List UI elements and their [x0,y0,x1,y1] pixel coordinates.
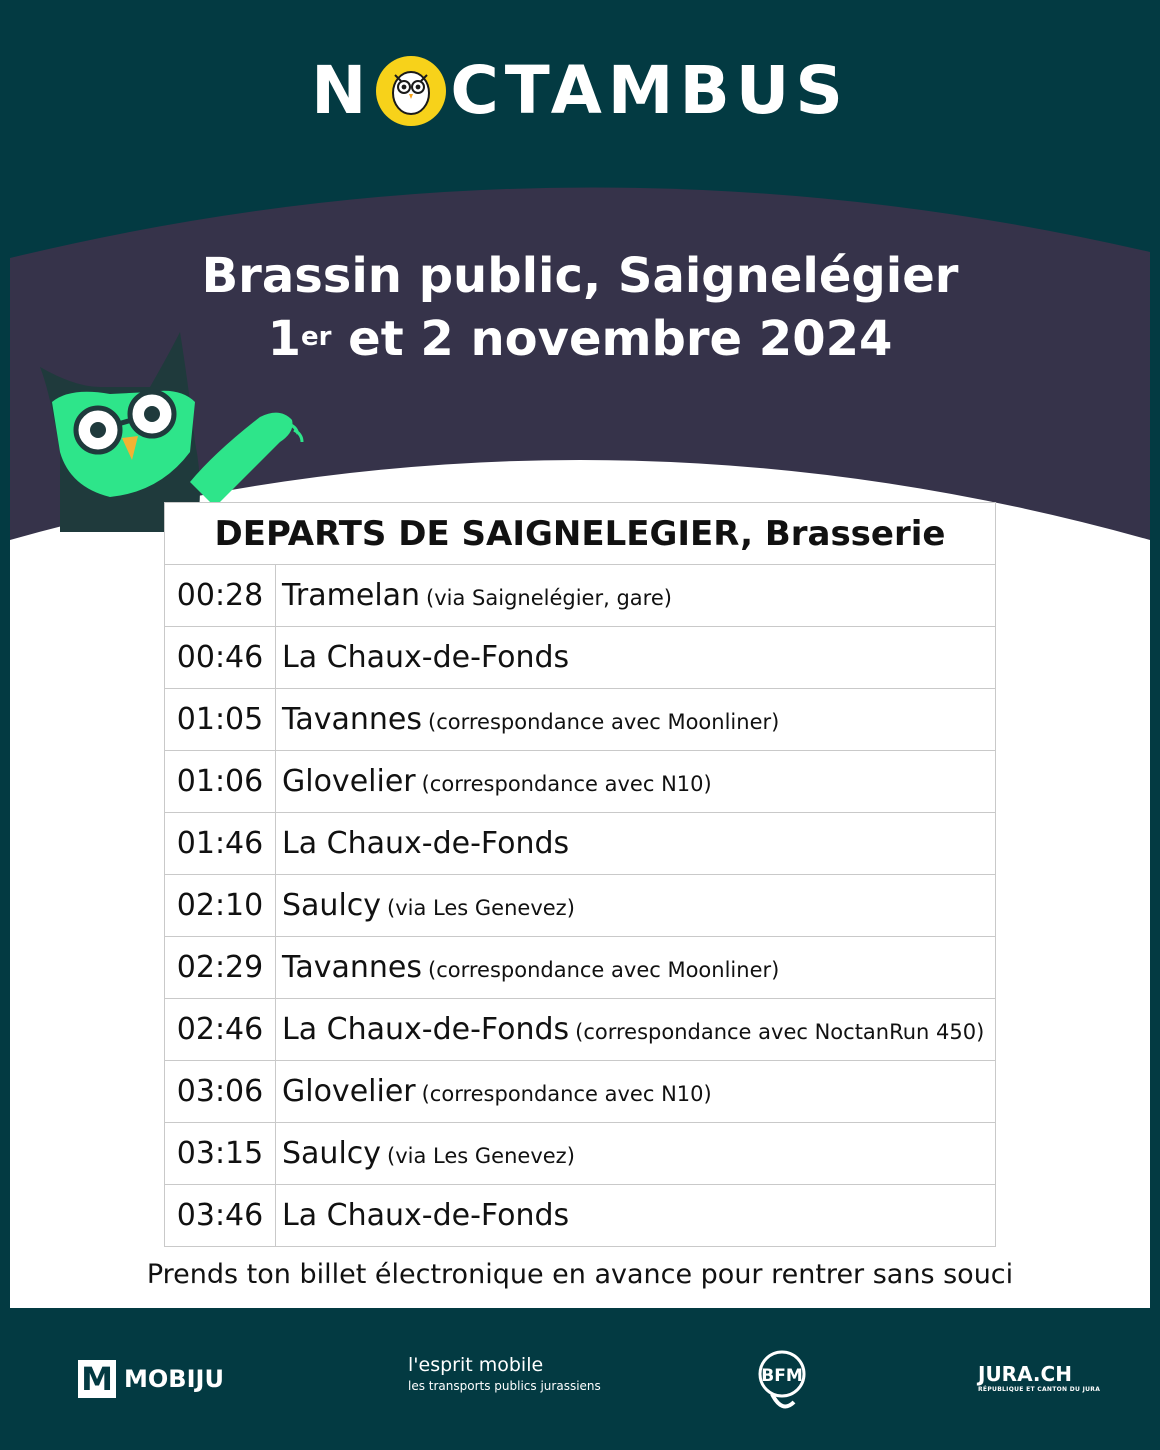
departure-time: 02:29 [165,937,276,999]
destination-name: Saulcy [282,888,382,923]
departure-destination [276,1185,996,1247]
table-row [165,689,996,751]
destination-note: (via Les Genevez) [387,896,575,920]
table-row [165,875,996,937]
mobiju-m-icon: M [78,1360,116,1398]
destination-name: La Chaux-de-Fonds [282,1198,570,1233]
table-row [165,627,996,689]
departure-time: 01:06 [165,751,276,813]
noctambus-logo [0,52,1160,129]
departures-table [164,502,996,1247]
departure-time: 00:28 [165,565,276,627]
table-row [165,751,996,813]
departure-time: 03:06 [165,1061,276,1123]
footer-note: Prends ton billet électronique en avance pour rentrer sans souci [146,1259,1014,1290]
departure-time: 03:15 [165,1123,276,1185]
destination-note: (correspondance avec Moonliner) [428,710,780,734]
table-row [165,1061,996,1123]
departure-destination [276,565,996,627]
departure-destination [276,999,996,1061]
destination-name: Tavannes [282,702,422,737]
destination-name: Glovelier [282,764,416,799]
partner-logos [0,1340,1160,1420]
departure-time: 03:46 [165,1185,276,1247]
bfm-logo [752,1344,812,1416]
departure-destination [276,751,996,813]
event-title: Brassin public, Saignelégier [201,248,959,304]
destination-note: (correspondance avec NoctanRun 450) [575,1020,985,1044]
departure-time: 00:46 [165,627,276,689]
mobiju-logo [78,1360,224,1398]
destination-name: La Chaux-de-Fonds [282,1012,570,1047]
departure-destination [276,875,996,937]
jura-ch-tagline: RÉPUBLIQUE ET CANTON DU JURA [978,1386,1101,1393]
departure-destination [276,1123,996,1185]
destination-name: La Chaux-de-Fonds [282,826,570,861]
destination-note: (correspondance avec Moonliner) [428,958,780,982]
table-row [165,1123,996,1185]
event-date-suffix: er [301,322,332,352]
jura-ch-name: JURA.CH [978,1362,1072,1386]
destination-name: Tramelan [282,578,421,613]
destination-note: (via Les Genevez) [387,1144,575,1168]
departure-time: 01:46 [165,813,276,875]
destination-name: Glovelier [282,1074,416,1109]
table-header: DEPARTS DE SAIGNELEGIER, Brasserie [165,503,996,565]
destination-name: Tavannes [282,950,422,985]
bfm-emblem-icon [752,1344,812,1416]
table-row [165,937,996,999]
table-row [165,1185,996,1247]
departure-time: 01:05 [165,689,276,751]
departure-time: 02:10 [165,875,276,937]
departure-destination [276,1061,996,1123]
jura-ch-logo [978,1362,1100,1393]
table-row [165,999,996,1061]
logo-letter-n: N [311,52,373,129]
destination-name: Saulcy [282,1136,382,1171]
departure-destination [276,689,996,751]
departure-time: 02:46 [165,999,276,1061]
event-date-rest: et 2 novembre 2024 [331,311,893,367]
logo-letters-ctambus: CTAMBUS [450,52,849,129]
mobiju-name: MOBIJU [124,1365,224,1393]
destination-note: (correspondance avec N10) [421,772,712,796]
esprit-mobile-logo [408,1354,601,1393]
departure-destination [276,627,996,689]
bfm-text: BFM [761,1366,803,1386]
table-row [165,813,996,875]
destination-note: (via Saignelégier, gare) [426,586,672,610]
destination-name: La Chaux-de-Fonds [282,640,570,675]
owl-logo-icon [376,56,446,126]
departure-destination [276,813,996,875]
destination-note: (correspondance avec N10) [421,1082,712,1106]
esprit-mobile-name: l'esprit mobile [408,1354,544,1376]
esprit-mobile-tagline: les transports publics jurassiens [408,1379,601,1393]
event-date-day: 1 [267,311,301,367]
departure-destination [276,937,996,999]
table-row [165,565,996,627]
